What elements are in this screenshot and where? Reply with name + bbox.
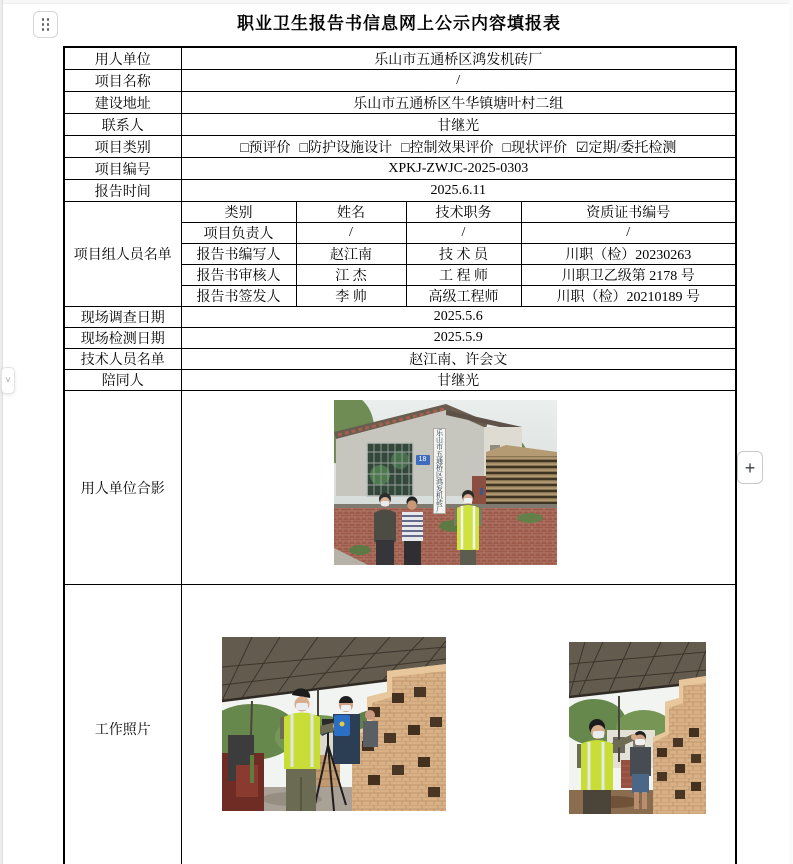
team-cell-category: 报告书审核人 <box>181 265 296 286</box>
field-label-category: 项目类别 <box>64 136 181 158</box>
field-value-project-no: XPKJ-ZWJC-2025-0303 <box>181 158 736 180</box>
page-left-edge <box>0 0 3 864</box>
checkbox-label: 防护设施设计 <box>308 140 393 156</box>
field-value-report-date: 2025.6.11 <box>181 180 736 202</box>
team-cell-name: 李 帅 <box>296 286 406 307</box>
team-cell-title: 技 术 员 <box>406 244 521 265</box>
form-table <box>63 46 737 864</box>
team-cell-name: 赵江南 <box>296 244 406 265</box>
team-header-category: 类别 <box>181 202 296 223</box>
field-value-test-date: 2025.5.9 <box>181 328 736 349</box>
group-photo-image <box>334 400 557 565</box>
field-value-project-name: / <box>181 70 736 92</box>
team-cell-category: 报告书编写人 <box>181 244 296 265</box>
team-cell-cert: 川职（检）20210189 号 <box>521 286 736 307</box>
team-cell-title: 工 程 师 <box>406 265 521 286</box>
checkbox-label: 现状评价 <box>510 140 567 156</box>
field-label-escort: 陪同人 <box>64 370 181 391</box>
field-label-project-no: 项目编号 <box>64 158 181 180</box>
work-photo-2-image <box>569 642 706 814</box>
checkbox-icon: □ <box>299 140 309 156</box>
field-value-escort: 甘继光 <box>181 370 736 391</box>
page-top-edge <box>0 0 793 4</box>
field-label-survey-date: 现场调查日期 <box>64 307 181 328</box>
category-options <box>184 137 734 157</box>
checkbox-checked-icon: ☑ <box>575 140 589 156</box>
address-plate: 18 <box>416 455 430 465</box>
team-cell-category: 报告书签发人 <box>181 286 296 307</box>
checkbox-label: 控制效果评价 <box>409 140 494 156</box>
work-photo-2-art <box>569 642 706 814</box>
plus-icon: + <box>744 457 756 478</box>
field-value-employer: 乐山市五通桥区鸿发机砖厂 <box>181 47 736 70</box>
field-label-employer: 用人单位 <box>64 47 181 70</box>
team-cell-category: 项目负责人 <box>181 223 296 244</box>
field-value-tech-staff: 赵江南、许会文 <box>181 349 736 370</box>
checkbox-option <box>240 137 290 157</box>
team-cell-cert: 川职卫乙级第 2178 号 <box>521 265 736 286</box>
checkbox-label: 定期/委托检测 <box>588 140 677 156</box>
chevron-down-icon: ˅ <box>5 375 11 385</box>
work-photo-1-image <box>222 637 446 811</box>
field-label-address: 建设地址 <box>64 92 181 114</box>
field-label-tech-staff: 技术人员名单 <box>64 349 181 370</box>
team-cell-name: / <box>296 223 406 244</box>
page-title: 职业卫生报告书信息网上公示内容填报表 <box>237 14 561 33</box>
drag-handle-icon <box>42 18 50 31</box>
team-header-name: 姓名 <box>296 202 406 223</box>
field-value-survey-date: 2025.5.6 <box>181 307 736 328</box>
field-label-contact: 联系人 <box>64 114 181 136</box>
checkbox-icon: □ <box>401 140 410 156</box>
team-cell-title: / <box>406 223 521 244</box>
field-value-contact: 甘继光 <box>181 114 736 136</box>
team-cell-name: 江 杰 <box>296 265 406 286</box>
team-header-cert: 资质证书编号 <box>521 202 736 223</box>
team-cell-cert: 川职（检）20230263 <box>521 244 736 265</box>
checkbox-label: 预评价 <box>248 140 291 156</box>
checkbox-icon: □ <box>240 140 249 156</box>
checkbox-icon: □ <box>502 140 511 156</box>
field-label-group-photo: 用人单位合影 <box>64 391 181 585</box>
field-value-address: 乐山市五通桥区牛华镇塘叶村二组 <box>181 92 736 114</box>
field-label-work-photos: 工作照片 <box>64 585 181 864</box>
drag-handle-button[interactable] <box>33 11 58 38</box>
field-label-project-name: 项目名称 <box>64 70 181 92</box>
field-label-test-date: 现场检测日期 <box>64 328 181 349</box>
collapse-button[interactable] <box>1 367 15 394</box>
work-photos-cell <box>181 585 736 864</box>
factory-sign: 乐山市五通桥区鸿发机砖厂 <box>433 428 446 514</box>
checkbox-option <box>401 137 493 157</box>
page-right-edge <box>789 0 793 864</box>
field-value-category <box>181 136 736 158</box>
checkbox-option <box>502 137 566 157</box>
field-label-report-date: 报告时间 <box>64 180 181 202</box>
checkbox-option-checked <box>576 137 676 157</box>
work-photo-1-art <box>222 637 446 811</box>
group-photo-cell <box>181 391 736 585</box>
team-cell-title: 高级工程师 <box>406 286 521 307</box>
checkbox-option <box>300 137 392 157</box>
team-header-title: 技术职务 <box>406 202 521 223</box>
add-block-button[interactable] <box>737 451 763 484</box>
team-cell-cert: / <box>521 223 736 244</box>
field-label-team: 项目组人员名单 <box>64 202 181 307</box>
